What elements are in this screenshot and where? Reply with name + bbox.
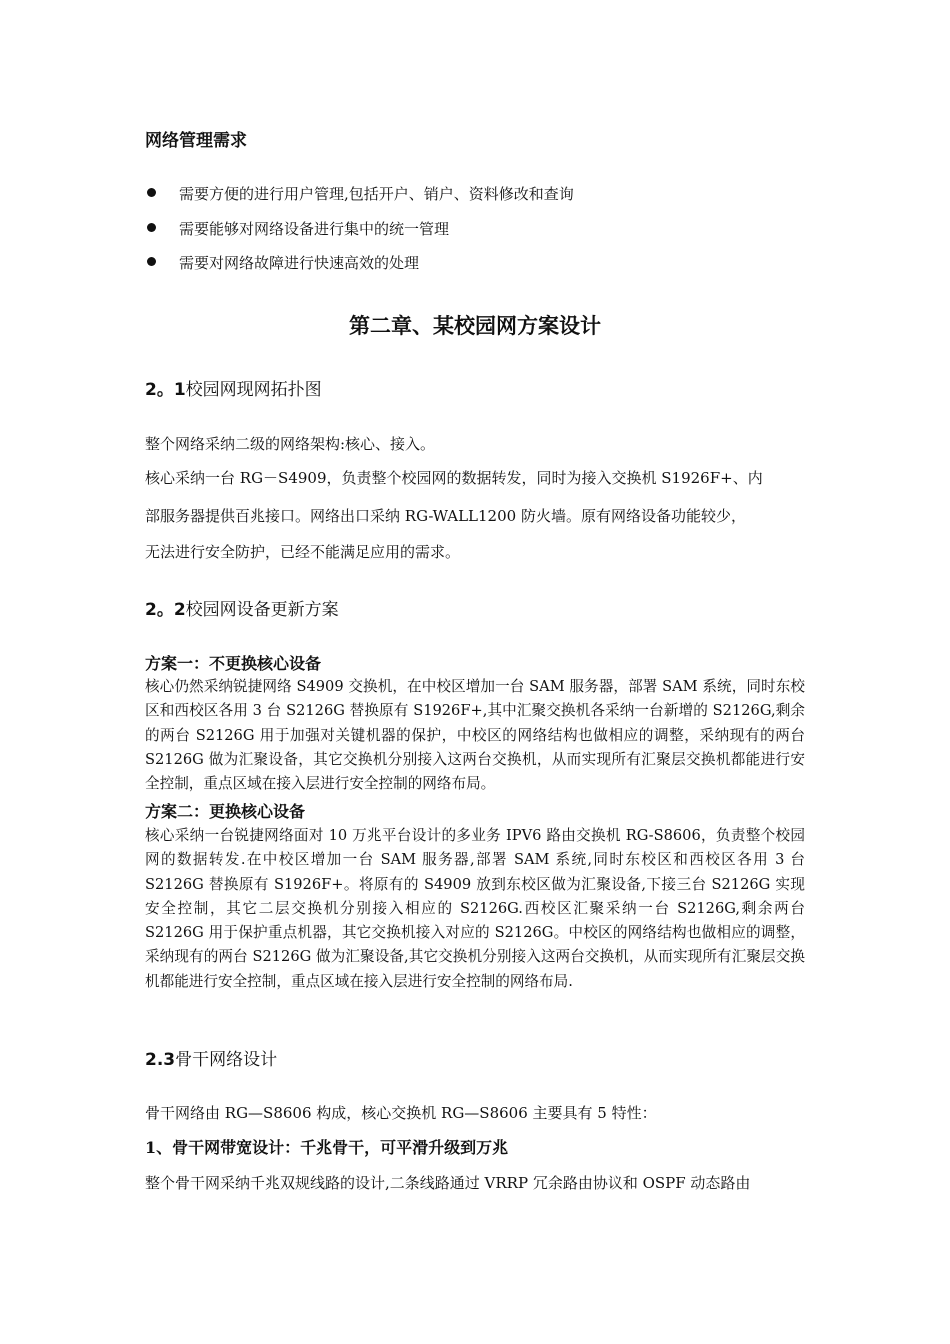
section-title: 骨干网络设计 <box>175 1050 278 1070</box>
paragraph-line: 整个网络采纳二级的网络架构:核心、接入。 <box>145 435 436 453</box>
paragraph-line: 骨干网络由 RG—S8606 构成，核心交换机 RG—S8606 主要具有 5 特性： <box>145 1104 657 1122</box>
scheme2-title: 方案二：更换核心设备 <box>145 802 306 821</box>
scheme1-paragraph: 核心仍然采纳锐捷网络 S4909 交换机，在中校区增加一台 SAM 服务器，部署 SAM 系统，同时东校区和西校区各用 3 台 S2126G 替换原有 S1926F+,其中汇聚交换机各采纳一台新增的 S2126G,剩余的两台 S2126G 用于加强对关键机器的保护，中校区的网络结构也做相应的调整，采纳现有的两台 S2126G 做为汇聚设备，其它交换机分别接入这两台交换机，从而实现所有汇聚层交换机都能进行安全控制，重点区域在接入层进行安全控制的网络布局。 <box>145 678 805 793</box>
bullet-text: 需要能够对网络设备进行集中的统一管理 <box>179 220 450 238</box>
bullet-icon <box>147 257 156 266</box>
paragraph-line: 整个骨干网采纳千兆双规线路的设计,二条线路通过 VRRP 冗余路由协议和 OSPF 动态路由 <box>145 1174 751 1192</box>
scheme1-title: 方案一：不更换核心设备 <box>145 654 322 673</box>
bullet-icon <box>147 188 156 197</box>
bullet-text: 需要对网络故障进行快速高效的处理 <box>179 254 420 272</box>
section-title: 校园网现网拓扑图 <box>185 380 322 400</box>
section-2-1-heading <box>145 375 322 400</box>
section-number: 2。2 <box>145 600 186 620</box>
feature1-title: 1、骨干网带宽设计：千兆骨干，可平滑升级到万兆 <box>145 1138 509 1157</box>
paragraph-line: 部服务器提供百兆接口。网络出口采纳 RG-WALL1200 防火墙。原有网络设备功能较少， <box>145 507 746 525</box>
section-number: 2。1 <box>145 380 186 400</box>
scheme2-paragraph: 核心采纳一台锐捷网络面对 10 万兆平台设计的多业务 IPV6 路由交换机 RG-S8606，负责整个校园网的数据转发.在中校区增加一台 SAM 服务器,部署 SAM 系统,同时东校区和西校区各用 3 台 S2126G 替换原有 S1926F+。将原有的 S4909 放到东校区做为汇聚设备,下接三台 S2126G 实现安全控制，其它二层交换机分别接入相应的 S2126G.西校区汇聚采纳一台 S2126G,剩余两台 S2126G 用于保护重点机器，其它交换机接入对应的 S2126G。中校区的网络结构也做相应的调整，采纳现有的两台 S2126G 做为汇聚设备,其它交换机分别接入这两台交换机，从而实现所有汇聚层交换机都能进行安全控制，重点区域在接入层进行安全控制的网络布局. <box>145 827 805 990</box>
bullet-text: 需要方便的进行用户管理,包括开户、销户、资料修改和查询 <box>179 185 574 203</box>
requirements-heading: 网络管理需求 <box>145 131 247 151</box>
section-title: 校园网设备更新方案 <box>185 600 339 620</box>
chapter-title: 第二章、某校园网方案设计 <box>349 313 601 338</box>
section-number: 2.3 <box>145 1050 176 1070</box>
paragraph-line: 无法进行安全防护，已经不能满足应用的需求。 <box>145 543 461 561</box>
section-2-2-heading <box>145 595 339 620</box>
bullet-icon <box>147 223 156 232</box>
paragraph-line: 核心采纳一台 RG－S4909，负责整个校园网的数据转发，同时为接入交换机 S1926F+、内 <box>145 469 763 487</box>
section-2-3-heading <box>145 1045 277 1070</box>
